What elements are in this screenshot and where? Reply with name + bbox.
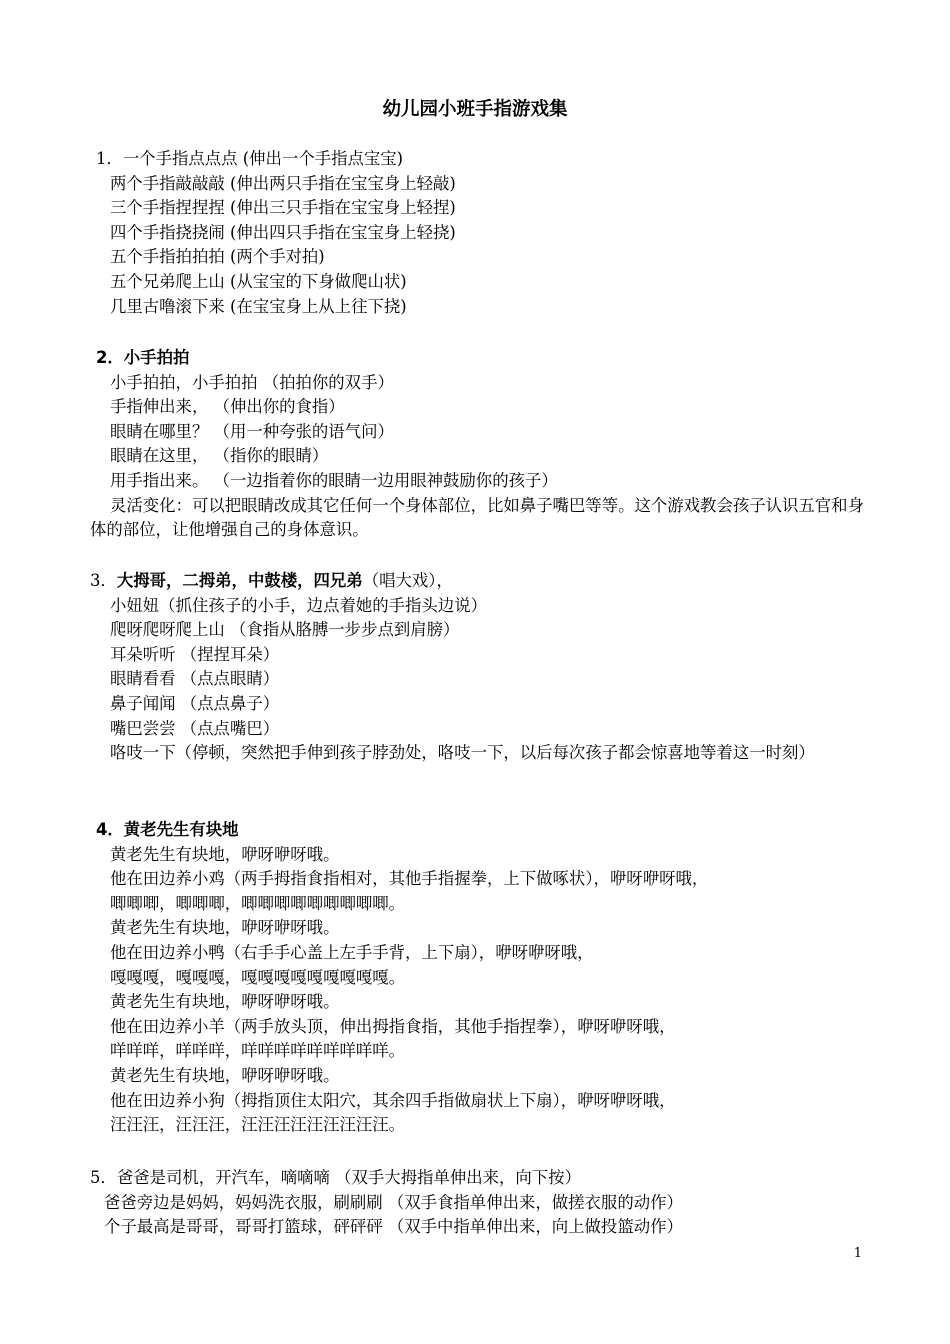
section-5-line: 爸爸旁边是妈妈，妈妈洗衣服，刷刷刷 （双手食指单伸出来，做搓衣服的动作） (104, 1192, 683, 1212)
section-4-line: 他在田边养小羊（两手放头顶，伸出拇指食指，其他手指捏拳），咿呀咿呀哦， (110, 1016, 676, 1036)
section-3-heading (90, 569, 870, 594)
section-2-line: 手指伸出来， （伸出你的食指） (110, 397, 345, 417)
section-4 (90, 818, 870, 1138)
section-4-line: 他在田边养小鸡（两手拇指食指相对，其他手指握拳，上下做啄状），咿呀咿呀哦， (110, 869, 709, 889)
page-title: 幼儿园小班手指游戏集 (382, 99, 568, 120)
section-4-line: 唧唧唧，唧唧唧，唧唧唧唧唧唧唧唧唧。 (110, 893, 406, 913)
section-1 (90, 147, 870, 319)
page-number: 1 (853, 1246, 862, 1261)
section-3-line: 小妞妞（抓住孩子的小手，边点着她的手指头边说） (110, 595, 487, 615)
section-3-line: 爬呀爬呀爬上山 （食指从胳膊一步步点到肩膀） (110, 620, 460, 640)
section-2-line: 小手拍拍，小手拍拍 （拍拍你的双手） (110, 372, 394, 392)
section-1-line: 几里古噜滚下来 (在宝宝身上从上往下挠) (110, 296, 407, 316)
section-2-line: 眼睛在这里， （指你的眼睛） (110, 446, 329, 466)
section-1-line: 四个手指挠挠闹 (伸出四只手指在宝宝身上轻挠) (110, 222, 456, 242)
section-2 (90, 346, 870, 543)
section-4-line: 他在田边养小狗（拇指顶住太阳穴，其余四手指做扇状上下扇），咿呀咿呀哦， (110, 1090, 676, 1110)
section-4-line: 黄老先生有块地，咿呀咿呀哦。 (110, 992, 340, 1012)
section-4-line: 黄老先生有块地，咿呀咿呀哦。 (110, 844, 340, 864)
section-2-heading: 2．小手拍拍 (96, 348, 190, 367)
section-5-line: 个子最高是哥哥，哥哥打篮球，砰砰砰 （双手中指单伸出来，向上做投篮动作） (104, 1217, 683, 1237)
section-3-heading-bold: 大拇哥，二拇弟，中鼓楼，四兄弟 (116, 571, 363, 590)
section-1-line: 两个手指敲敲敲 (伸出两只手指在宝宝身上轻敲) (110, 173, 456, 193)
section-4-line: 黄老先生有块地，咿呀咿呀哦。 (110, 918, 340, 938)
section-3-line: 嘴巴尝尝 （点点嘴巴） (110, 718, 280, 738)
section-1-line: 五个兄弟爬上山 (从宝宝的下身做爬山状) (110, 271, 407, 291)
section-1-line: 五个手指拍拍拍 (两个手对拍) (110, 247, 325, 267)
section-1-line: 三个手指捏捏捏 (伸出三只手指在宝宝身上轻捏) (110, 198, 456, 218)
section-3-heading-rest: （唱大戏）， (362, 571, 453, 590)
section-4-line: 汪汪汪，汪汪汪，汪汪汪汪汪汪汪汪汪。 (110, 1115, 406, 1135)
section-5-line: 5．爸爸是司机，开汽车，嘀嘀嘀 （双手大拇指单伸出来，向下按） (90, 1168, 581, 1187)
section-2-note: 灵活变化：可以把眼睛改成其它任何一个身体部位，比如鼻子嘴巴等等。这个游戏教会孩子认识五官和身体的部位，让他增强自己的身体意识。 (90, 495, 864, 540)
section-2-line: 眼睛在哪里？ （用一种夸张的语气问） (110, 421, 394, 441)
section-3-line: 耳朵听听 （捏捏耳朵） (110, 644, 280, 664)
section-3-line: 眼睛看看 （点点眼睛） (110, 669, 280, 689)
section-3-line: 鼻子闻闻 （点点鼻子） (110, 693, 280, 713)
section-2-line: 用手指出来。 （一边指着你的眼睛一边用眼神鼓励你的孩子） (110, 470, 558, 490)
section-3-note: 咯吱一下（停顿，突然把手伸到孩子脖劲处，咯吱一下，以后每次孩子都会惊喜地等着这一时刻） (110, 743, 815, 763)
section-4-line: 嘎嘎嘎，嘎嘎嘎，嘎嘎嘎嘎嘎嘎嘎嘎嘎。 (110, 967, 406, 987)
section-1-line: 1．一个手指点点点 (伸出一个手指点宝宝) (96, 149, 404, 168)
section-3-number: 3． (90, 571, 117, 590)
section-4-line: 他在田边养小鸭（右手手心盖上左手手背，上下扇），咿呀咿呀哦， (110, 942, 594, 962)
section-5 (90, 1166, 870, 1240)
section-4-line: 咩咩咩，咩咩咩，咩咩咩咩咩咩咩咩咩。 (110, 1041, 406, 1061)
section-4-line: 黄老先生有块地，咿呀咿呀哦。 (110, 1065, 340, 1085)
section-4-heading: 4．黄老先生有块地 (96, 820, 239, 839)
section-3 (90, 569, 870, 766)
